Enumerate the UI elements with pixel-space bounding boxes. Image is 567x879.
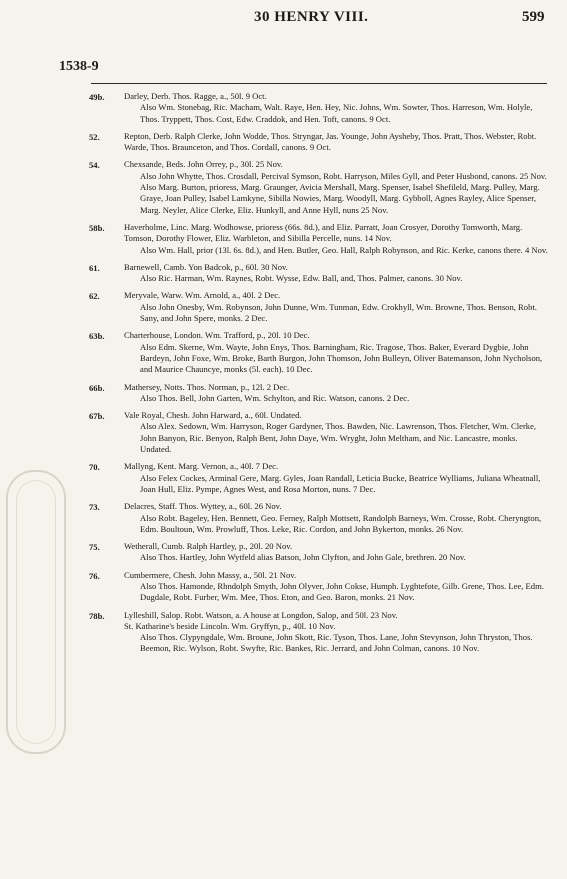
entry-also: Also Thos. Hartley, John Wytfeld alias Batson, John Clyfton, and John Gale, brethren. 20 Nov.	[140, 552, 466, 563]
entry-also: Also John Onesby, Wm. Robynson, John Dunne, Wm. Tunman, Edw. Crokhyll, Wm. Browne, Thos. Benson, Robt. Sany, and John Spere, monks. 2 Dec.	[140, 301, 537, 324]
list-item	[0, 91, 567, 125]
entry-also: Also Wm. Hall, prior (13l. 6s. 8d.), and Hen. Butler, Geo. Hall, Ralph Robynson, and Ric. Kerke, canons there. 4 Nov.	[140, 244, 548, 255]
year-marker: 1538-9	[59, 59, 99, 74]
entry-number: 62.	[89, 291, 100, 302]
entry-number: 70.	[89, 462, 100, 473]
entry-also: Also Thos. Clypyngdale, Wm. Broune, John Skott, Ric. Tyson, Thos. Lane, John Stevynson, John Thryston, Thos. Beemon, Ric. Wylson, Robt. Swyfte, Ric. Bankes, Ric. Jerrard, and John Colman, canons. 10 Nov.	[140, 632, 533, 654]
list-item	[0, 382, 567, 405]
list-item	[0, 290, 567, 324]
entry-heading: Charterhouse, London. Wm. Trafford, p., 20l. 10 Dec.	[124, 330, 310, 341]
list-item	[0, 570, 567, 604]
entry-number: 75.	[89, 542, 100, 553]
entry-also: Also Edm. Skerne, Wm. Wayte, John Enys, Thos. Barningham, Ric. Tragose, Thos. Baker, Everard Dygbie, John Bardeyn, John Foxe, Wm. Broke, Barth Burgon, John Thomson, John Bulleyn, Oliver Batemanson, John Nycholson, and Maurice Chauncye, monks (5l. each). 10 Dec.	[140, 341, 543, 375]
list-item	[0, 330, 567, 375]
entry-heading: Haverholme, Linc. Marg. Wodhowse, prioress (66s. 8d.), and Eliz. Parratt, Joan Crosyer, Dorothy Tomworth, Marg. Tomson, Dorothy Flower, Eliz. Warbleton, and Sibilla Percelle, nuns. 14 Nov.	[124, 221, 523, 244]
list-item	[0, 159, 567, 215]
entry-also: Also Ric. Harman, Wm. Raynes, Robt. Wysse, Edw. Ball, and, Thos. Palmer, canons. 30 Nov.	[140, 273, 463, 284]
entry-number: 76.	[89, 570, 100, 581]
entry-heading: Barnewell, Camb. Yon Badcok, p., 60l. 30 Nov.	[124, 261, 288, 272]
entry-heading: Darley, Derb. Thos. Ragge, a., 50l. 9 Oct.	[124, 91, 267, 101]
entry-heading: Meryvale, Warw. Wm. Arnold, a., 40l. 2 Dec.	[124, 290, 281, 301]
list-item	[0, 222, 567, 256]
list-item	[0, 501, 567, 535]
header-rule	[91, 83, 547, 84]
page-number: 599	[522, 9, 545, 25]
entry-heading: St. Katharine's beside Lincoln. Wm. Gryffyn, p., 40l. 10 Nov.	[124, 620, 336, 631]
entry-number: 54.	[89, 160, 100, 171]
entry-number: 61.	[89, 262, 100, 273]
entry-also: Also Felex Cockes, Arminal Gere, Marg. Gyles, Joan Randall, Leticia Bucke, Beatrice Wylliams, Juliana Wheatnall, Joan Hull, Eliz. Pympe, Agnes West, and Rosa Morton, nuns. 7 Dec.	[140, 472, 541, 494]
entry-heading: Repton, Derb. Ralph Clerke, John Wodde, Thos. Stryngar, Jas. Younge, John Aysheby, Thos. Pratt, Thos. Webster, Robt. Warde, Thos. Braunceton, and Thos. Cordall, canons. 9 Oct.	[124, 130, 537, 153]
entry-also: Also Robt. Bageley, Hen. Bennett, Geo. Ferney, Ralph Mottsett, Randolph Barneys, Wm. Crosse, Robt. Cheryngton, Edm. Boultoun, Wm. Prowluff, Thos. Leke, Ric. Cordon, and John Bykerton, monks. 26 Nov.	[140, 512, 542, 534]
entry-heading: Vale Royal, Chesh. John Harward, a., 60l. Undated.	[124, 410, 302, 421]
entry-number: 73.	[89, 502, 100, 513]
entry-also: Also Thos. Bell, John Garten, Wm. Schylton, and Ric. Watson, canons. 2 Dec.	[140, 392, 410, 403]
list-item	[0, 262, 567, 285]
entry-also: Also Wm. Stonebag, Ric. Macham, Walt. Raye, Hen. Hey, Nic. Johns, Wm. Sowter, Thos. Harreson, Wm. Holyle, Thos. Tryppett, Thos. Cost, Edw. Craddok, and Hen. Toft, canons. 9 Oct.	[140, 102, 533, 124]
entry-number: 67b.	[89, 411, 105, 422]
list-item	[0, 410, 567, 455]
entry-heading: Cumbermere, Chesh. John Massy, a., 50l. 21 Nov.	[124, 569, 297, 580]
entry-heading: Lylleshill, Salop. Robt. Watson, a. A house at Longdon, Salop, and 50l. 23 Nov.	[124, 609, 398, 620]
list-item	[0, 461, 567, 495]
entry-number: 66b.	[89, 382, 105, 393]
list-item	[0, 131, 567, 154]
entry-heading: Chexsande, Beds. John Orrey, p., 30l. 25 Nov.	[124, 159, 283, 170]
running-header: 30 HENRY VIII.	[254, 9, 369, 25]
entry-also: Also Marg. Burton, prioress, Marg. Graunger, Avicia Mershall, Marg. Spenser, Isabel Shefileld, Marg. Pulley, Marg. Graye, Joan Pulley, Isabel Lamkyne, Sibilla Nowies, Marg. Woodyll, Marg. Gybboll, Agnes Rayley, Alice Spenser, Marg. Neyler, Alice Clerke, Eliz. Hunkyll, and Anne Hyll, nuns 25 Nov.	[140, 182, 540, 215]
entry-number: 63b.	[89, 331, 105, 342]
entry-also: Also John Whytte, Thos. Crosdall, Percival Symson, Robt. Harryson, Miles Gyll, and Peter Husbond, canons. 25 Nov.	[140, 170, 547, 181]
list-item	[0, 621, 567, 655]
entry-heading: Wetherall, Cumb. Ralph Hartley, p., 20l. 20 Nov.	[124, 541, 293, 552]
list-item	[0, 610, 567, 621]
entry-number: 78b.	[89, 610, 105, 621]
entries-list	[0, 86, 567, 655]
entry-also: Also Thos. Hamonde, Rhndolph Smyth, John Olyver, John Cokse, Humph. Lyghtefote, Gilb. Grene, Thos. Lee, Edm. Dugdale, Robt. Furber, Wm. Mee, Thos. Eton, and Geo. Baron, monks. 21 Nov.	[140, 580, 544, 603]
entry-heading: Mallyng, Kent. Marg. Vernon, a., 40l. 7 Dec.	[124, 461, 279, 472]
entry-number: 49b.	[89, 92, 105, 102]
entry-number: 58b.	[89, 222, 105, 233]
entry-number: 52.	[89, 131, 100, 142]
entry-heading: Delacres, Staff. Thos. Wyttey, a., 60l. 26 Nov.	[124, 501, 282, 512]
list-item	[0, 541, 567, 564]
entry-heading: Mathersey, Notts. Thos. Norman, p., 12l. 2 Dec.	[124, 381, 290, 392]
entry-also: Also Alex. Sedown, Wm. Harryson, Roger Gardyner, Thos. Bawden, Nic. Lawrenson, Thos. Fletcher, Wm. Clerke, John Banyon, Ric. Benyon, Ralph Bent, John Daye, Wm. Wryght, John Meltham, and Nic. Lancastre, monks. Undated.	[140, 421, 537, 455]
